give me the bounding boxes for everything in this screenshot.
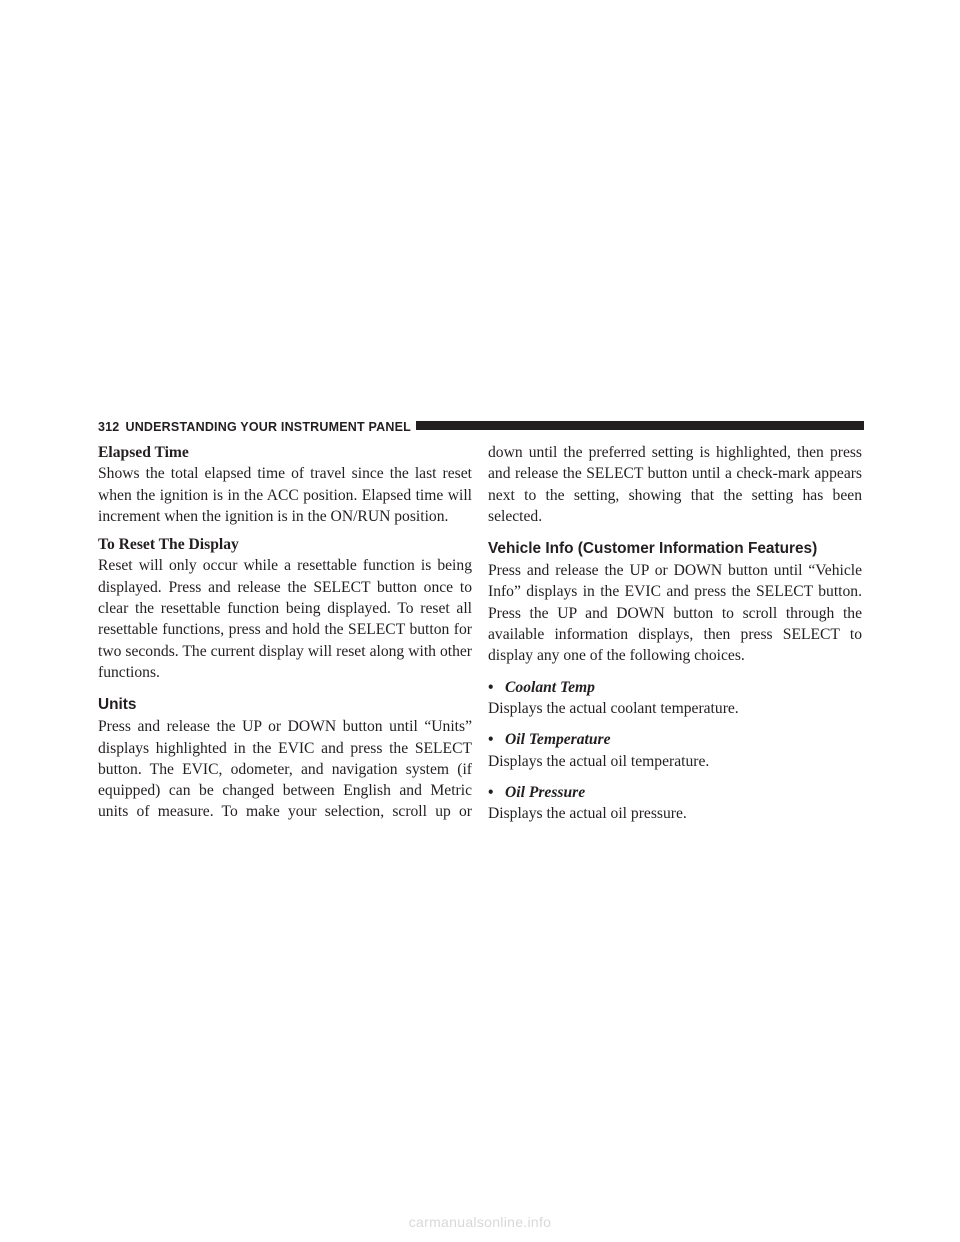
right-column: [488, 442, 862, 824]
watermark: carmanualsonline.info: [408, 1214, 552, 1230]
reset-display-heading: To Reset The Display: [98, 536, 239, 554]
units-continued-body: down until the preferred setting is highlighted, then press and release the SELECT button until a check-mark appears next to the setting, showing that the setting has been selected.: [488, 444, 862, 525]
units-heading: Units: [98, 696, 137, 714]
bullet-icon: •: [488, 678, 494, 696]
item-description: Displays the actual oil temperature.: [488, 752, 710, 770]
item-title: Oil Temperature: [505, 731, 611, 749]
list-item: [488, 729, 862, 772]
item-title: Coolant Temp: [505, 678, 595, 696]
vehicle-info-heading: Vehicle Info (Customer Information Features): [488, 540, 818, 558]
vehicle-info-body: Press and release the UP or DOWN button until “Vehicle Info” displays in the EVIC and press the SELECT button. Press the UP and DOWN button to scroll through the available information displays, then press SELECT to display any one of the following choices.: [488, 562, 862, 665]
elapsed-time-body: Shows the total elapsed time of travel since the last reset when the ignition is in the ACC position. Elapsed time will increment when the ignition is in the ON/RUN position.: [98, 465, 472, 525]
units-body: Press and release the UP or DOWN button until “Units” displays highlighted in the EVIC and press the SELECT button. The EVIC, odometer, and navigation system (if equipped) can be changed between English and Metric units of measure. To make your selection, scroll up or: [98, 718, 472, 821]
header-text: [98, 419, 411, 435]
list-item: [488, 677, 862, 720]
item-description: Displays the actual coolant temperature.: [488, 699, 739, 717]
page-number: 312: [98, 420, 120, 434]
page-header: [98, 418, 864, 436]
item-title: Oil Pressure: [505, 783, 586, 801]
left-column: [98, 442, 472, 823]
item-description: Displays the actual oil pressure.: [488, 805, 687, 823]
elapsed-time-heading: Elapsed Time: [98, 444, 189, 461]
header-rule: [416, 421, 864, 430]
bullet-icon: •: [488, 731, 494, 749]
list-item: [488, 782, 862, 825]
bullet-icon: •: [488, 783, 494, 801]
section-title: UNDERSTANDING YOUR INSTRUMENT PANEL: [125, 420, 411, 434]
reset-display-body: Reset will only occur while a resettable function is being displayed. Press and release the SELECT button once to clear the resettable function being displayed. To reset all resettable functions, press and hold the SELECT button for two seconds. The current display will reset along with other functions.: [98, 557, 472, 681]
